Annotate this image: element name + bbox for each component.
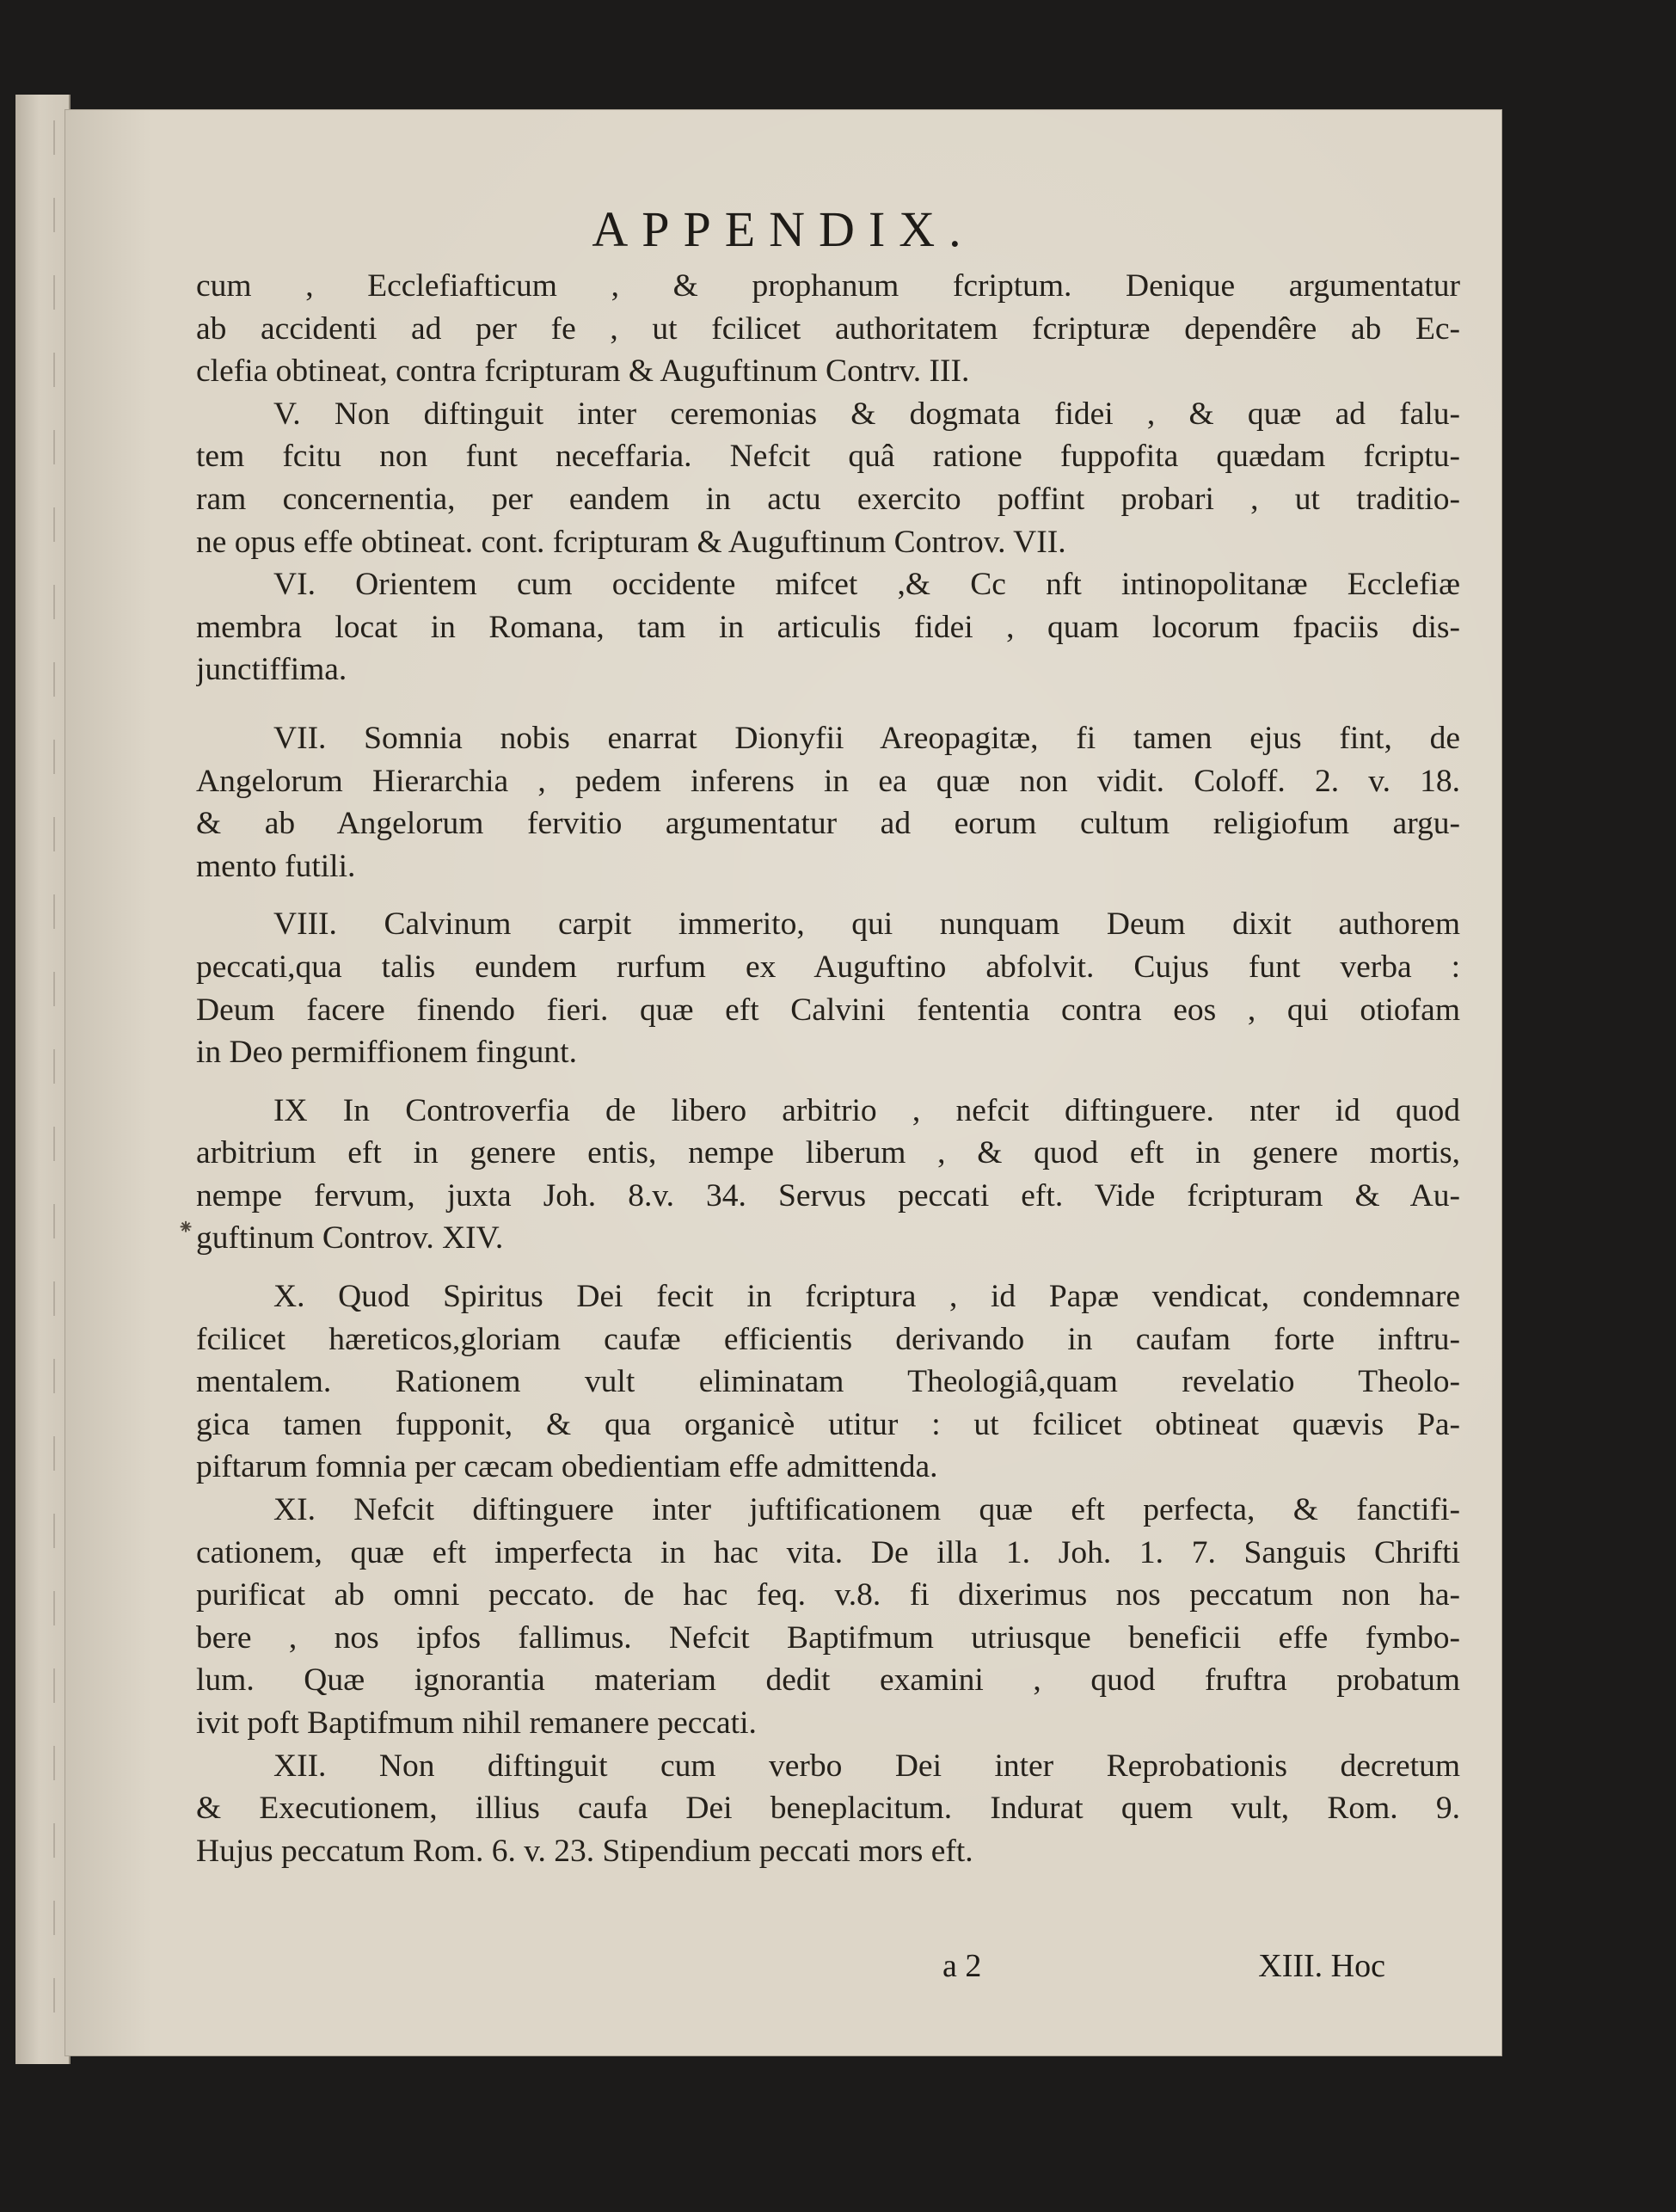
paragraph-gap [196,691,1460,717]
previous-page-edge [15,95,71,2064]
text-line: junctiffima. [196,652,347,688]
paragraph-start: IX In Controverfia de libero arbitrio , nefcit diftinguere. nter id quod [273,1092,1460,1128]
text-line: ivit poft Baptifmum nihil remanere peccati. [196,1705,757,1741]
text-line: Hujus peccatum Rom. 6. v. 23. Stipendium peccati mors eft. [196,1833,973,1869]
text-line: ne opus effe obtineat. cont. fcripturam & Auguftinum Controv. VII. [196,524,1066,560]
margin-mark: ⁕ [177,1217,195,1239]
catchword: XIII. Hoc [1258,1948,1385,1984]
text-line: & Executionem, illius caufa Dei beneplacitum. Indurat quem vult, Rom. 9. [196,1791,1460,1827]
text-line: in Deo permiffionem fingunt. [196,1035,577,1071]
signature-mark: a 2 [942,1948,982,1984]
text-line: Angelorum Hierarchia , pedem inferens in ea quæ non vidit. Coloff. 2. v. 18. [196,763,1460,799]
text-line: nempe fervum, juxta Joh. 8.v. 34. Servus peccati eft. Vide fcripturam & Au- [196,1177,1460,1214]
paragraph-start: X. Quod Spiritus Dei fecit in fcriptura , id Papæ vendicat, condemnare [273,1279,1460,1315]
paragraph-start: XI. Nefcit diftinguere inter juftificationem quæ eft perfecta, & fanctifi- [273,1492,1460,1528]
text-line: fcilicet hæreticos,gloriam caufæ efficientis derivando in caufam forte inftru- [196,1321,1460,1357]
text-line: & ab Angelorum fervitio argumentatur ad eorum cultum religiofum argu- [196,806,1460,842]
text-line: tem fcitu non funt neceffaria. Nefcit quâ ratione fuppofita quædam fcriptu- [196,439,1460,475]
text-line: cum , Ecclefiafticum , & prophanum fcriptum. Denique argumentatur [196,268,1460,304]
text-line: arbitrium eft in genere entis, nempe liberum , & quod eft in genere mortis, [196,1135,1460,1171]
text-line: lum. Quæ ignorantia materiam dedit examini , quod fruftra probatum [196,1662,1460,1699]
text-line: ram concernentia, per eandem in actu exercito poffint probari , ut traditio- [196,481,1460,517]
text-line: mento futili. [196,848,356,884]
paragraph-start: VIII. Calvinum carpit immerito, qui nunquam Deum dixit authorem [273,906,1460,943]
text-line: guftinum Controv. XIV. [196,1220,504,1257]
running-header: APPENDIX. [592,201,975,257]
paragraph-start: XII. Non diftinguit cum verbo Dei inter Reprobationis decretum [273,1748,1460,1784]
text-line: mentalem. Rationem vult eliminatam Theologiâ,quam revelatio Theolo- [196,1364,1460,1400]
paragraph-start: VII. Somnia nobis enarrat Dionyfii Areopagitæ, fi tamen ejus fint, de [273,720,1460,756]
text-line: peccati,qua talis eundem rurfum ex Auguftino abfolvit. Cujus funt verba : [196,949,1460,985]
paragraph-start: VI. Orientem cum occidente mifcet ,& Cc nft intinopolitanæ Ecclefiæ [273,567,1460,603]
page-body [196,265,1460,1872]
paragraph-gap [196,888,1460,903]
paragraph-gap [196,1074,1460,1090]
text-line: Deum facere finendo fieri. quæ eft Calvini fententia contra eos , qui otiofam [196,992,1460,1028]
text-line: ab accidenti ad per fe , ut fcilicet authoritatem fcripturæ dependêre ab Ec- [196,310,1460,347]
text-line: piftarum fomnia per cæcam obedientiam effe admittenda. [196,1449,938,1485]
paragraph-start: V. Non diftinguit inter ceremonias & dogmata fidei , & quæ ad falu- [273,396,1460,432]
text-line: gica tamen fupponit, & qua organicè utitur : ut fcilicet obtineat quævis Pa- [196,1406,1460,1442]
book-page [65,110,1501,2055]
paragraph-gap [196,1260,1460,1275]
text-line: membra locat in Romana, tam in articulis fidei , quam locorum fpaciis dis- [196,609,1460,645]
text-line: bere , nos ipfos fallimus. Nefcit Baptifmum utriusque beneficii effe fymbo- [196,1619,1460,1656]
text-line: clefia obtineat, contra fcripturam & Auguftinum Contrv. III. [196,353,970,390]
page-footer [65,1947,1501,1990]
text-line: purificat ab omni peccato. de hac feq. v.8. fi dixerimus nos peccatum non ha- [196,1577,1460,1613]
text-line: cationem, quæ eft imperfecta in hac vita. De illa 1. Joh. 1. 7. Sanguis Chrifti [196,1534,1460,1570]
